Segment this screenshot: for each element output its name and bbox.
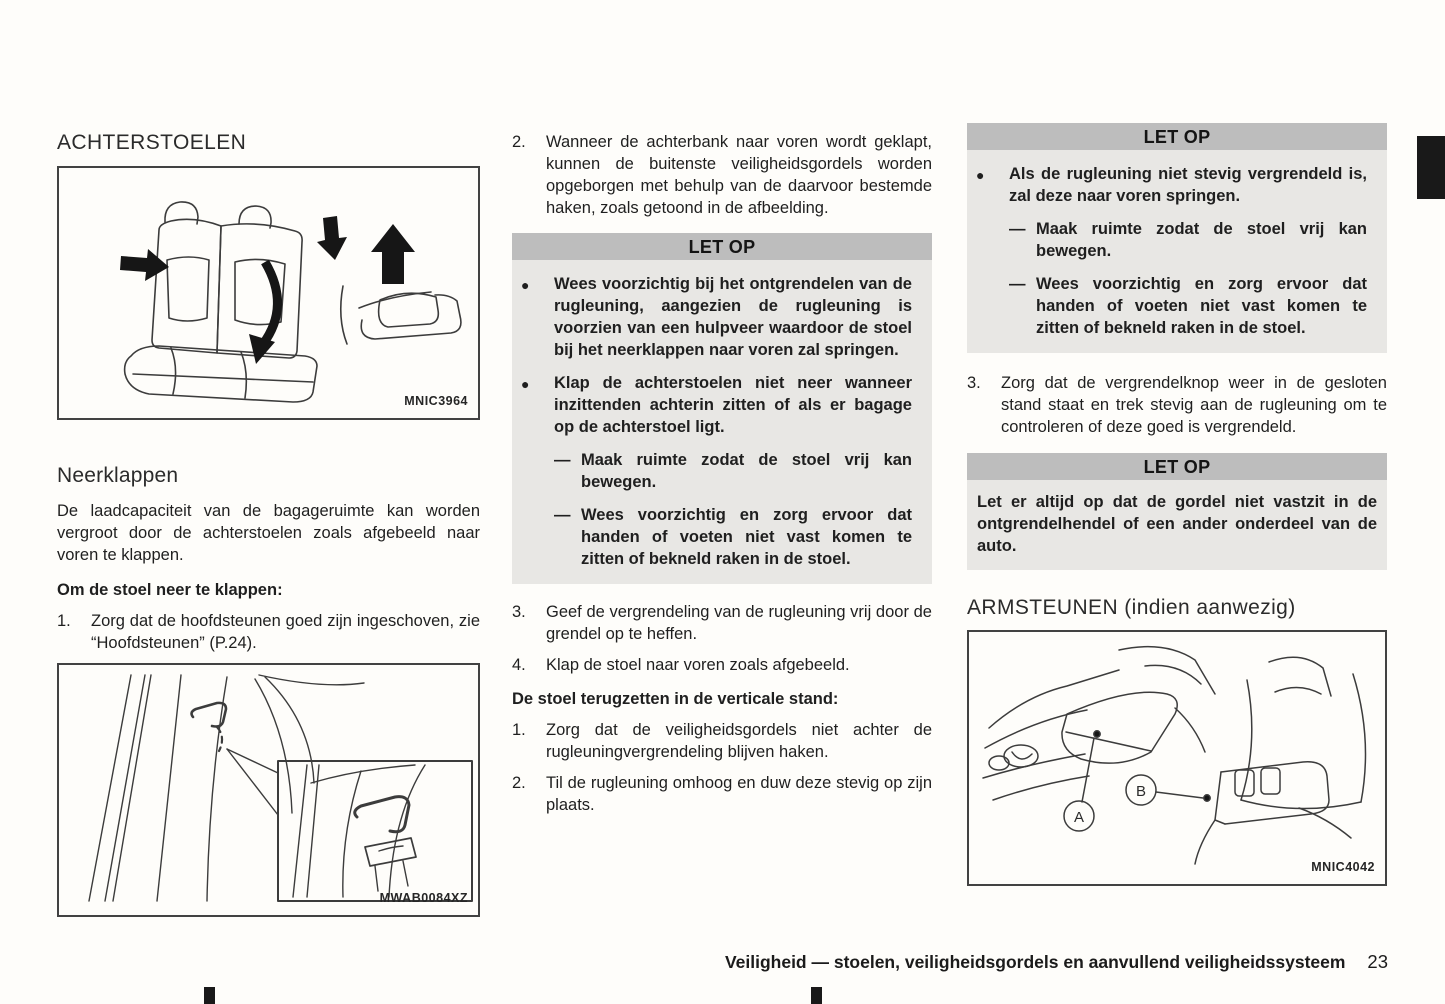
- bullet-icon: ●: [521, 277, 530, 293]
- rear-seat-fold-illustration: [59, 168, 478, 414]
- warning-text: Maak ruimte zodat de stoel vrij kan bewegen.: [1036, 220, 1367, 260]
- step-number: 1.: [512, 721, 526, 739]
- step-number: 1.: [57, 612, 71, 630]
- section-title-achterstoelen: ACHTERSTOELEN: [57, 131, 247, 154]
- numbered-step: [512, 131, 932, 219]
- section-title-armsteunen: ARMSTEUNEN (indien aanwezig): [967, 596, 1296, 619]
- dash-icon: —: [1009, 220, 1026, 238]
- warning-dash-item: [554, 504, 912, 570]
- warning-body: [512, 260, 932, 584]
- belt-hook-illustration: [59, 665, 478, 911]
- numbered-step: [512, 719, 932, 763]
- footer-chapter-title: Veiligheid — stoelen, veiligheidsgordels en aanvullend veiligheidssysteem: [724, 952, 1346, 972]
- warning-body: [967, 150, 1387, 353]
- warning-dash-item: [1009, 218, 1367, 262]
- warning-title: LET OP: [512, 233, 932, 260]
- step-number: 3.: [512, 603, 526, 621]
- warning-box: [512, 233, 932, 584]
- armrests-illustration: [969, 632, 1385, 880]
- warning-text: Wees voorzichtig bij het ontgrendelen van de rugleuning, aangezien de rugleuning is voorzien van een hulpveer waardoor de stoel bij het neerklappen naar voren zal springen.: [554, 275, 912, 359]
- registration-mark: [204, 987, 215, 1004]
- step-number: 3.: [967, 374, 981, 392]
- figure-caption: MNIC4042: [1311, 860, 1375, 874]
- right-column: [967, 123, 1387, 886]
- step-text: Geef de vergrendeling van de rugleuning vrij door de grendel op te heffen.: [546, 603, 932, 643]
- left-column: [57, 131, 480, 917]
- warning-box: [967, 123, 1387, 353]
- bullet-icon: ●: [976, 167, 985, 183]
- warning-text: Als de rugleuning niet stevig vergrendeld is, zal deze naar voren springen.: [1009, 165, 1367, 205]
- step-text: Til de rugleuning omhoog en duw deze stevig op zijn plaats.: [546, 774, 932, 814]
- figure-belt-hook: [57, 663, 480, 917]
- figure-armrests: [967, 630, 1387, 886]
- lead-in-terugzetten: De stoel terugzetten in de verticale stand:: [512, 690, 839, 708]
- warning-bullet-item: [967, 163, 1367, 207]
- page-footer: [480, 951, 1388, 973]
- warning-title: LET OP: [967, 123, 1387, 150]
- step-number: 2.: [512, 774, 526, 792]
- step-text: Zorg dat de vergrendelknop weer in de gesloten stand staat en trek stevig aan de rugleuning om te controleren of deze goed is vergrendeld.: [1001, 374, 1387, 436]
- warning-dash-item: [554, 449, 912, 493]
- warning-text: Let er altijd op dat de gordel niet vastzit in de ontgrendelhendel of een ander onderdeel van de auto.: [977, 493, 1377, 555]
- step-number: 2.: [512, 133, 526, 151]
- warning-text: Wees voorzichtig en zorg ervoor dat handen of voeten niet vast komen te zitten of bekneld raken in de stoel.: [581, 506, 912, 568]
- step-text: Klap de stoel naar voren zoals afgebeeld.: [546, 656, 850, 674]
- warning-bullet-item: [512, 372, 912, 438]
- figure-caption: MNIC3964: [404, 394, 468, 408]
- lead-in-neerklappen: Om de stoel neer te klappen:: [57, 581, 283, 599]
- warning-text: Klap de achterstoelen niet neer wanneer inzittenden achterin zitten of als er bagage op de achterstoel ligt.: [554, 374, 912, 436]
- step-number: 4.: [512, 656, 526, 674]
- middle-column: [512, 131, 932, 825]
- figure-rear-seat-fold: [57, 166, 480, 420]
- armrest-label-a: A: [1073, 809, 1085, 826]
- warning-text: Wees voorzichtig en zorg ervoor dat handen of voeten niet vast komen te zitten of bekneld raken in de stoel.: [1036, 275, 1367, 337]
- numbered-step: [512, 601, 932, 645]
- warning-text: Maak ruimte zodat de stoel vrij kan bewegen.: [581, 451, 912, 491]
- warning-body: [967, 480, 1387, 570]
- step-text: Zorg dat de hoofdsteunen goed zijn ingeschoven, zie “Hoofdsteunen” (P.24).: [91, 612, 480, 652]
- warning-dash-item: [1009, 273, 1367, 339]
- numbered-step: [57, 610, 480, 654]
- chapter-edge-tab: [1417, 136, 1445, 199]
- dash-icon: —: [554, 506, 571, 524]
- registration-mark: [811, 987, 822, 1004]
- section-title-neerklappen: Neerklappen: [57, 464, 179, 487]
- page-number: 23: [1367, 951, 1388, 972]
- numbered-step: [967, 372, 1387, 438]
- numbered-step: [512, 654, 932, 676]
- neerklappen-intro: De laadcapaciteit van de bagageruimte kan worden vergroot door de achterstoelen zoals afgebeeld naar voren te klappen.: [57, 502, 480, 564]
- step-text: Wanneer de achterbank naar voren wordt geklapt, kunnen de buitenste veiligheidsgordels worden opgeborgen met behulp van de daarvoor bestemde haken, zoals getoond in de afbeelding.: [546, 133, 932, 217]
- warning-title: LET OP: [967, 453, 1387, 480]
- figure-caption: MWAB0084XZ: [379, 891, 468, 905]
- warning-box: [967, 453, 1387, 570]
- armrest-label-b: B: [1135, 783, 1147, 800]
- dash-icon: —: [1009, 275, 1026, 293]
- step-text: Zorg dat de veiligheidsgordels niet achter de rugleuningvergrendeling blijven haken.: [546, 721, 932, 761]
- warning-bullet-item: [512, 273, 912, 361]
- numbered-step: [512, 772, 932, 816]
- dash-icon: —: [554, 451, 571, 469]
- bullet-icon: ●: [521, 376, 530, 392]
